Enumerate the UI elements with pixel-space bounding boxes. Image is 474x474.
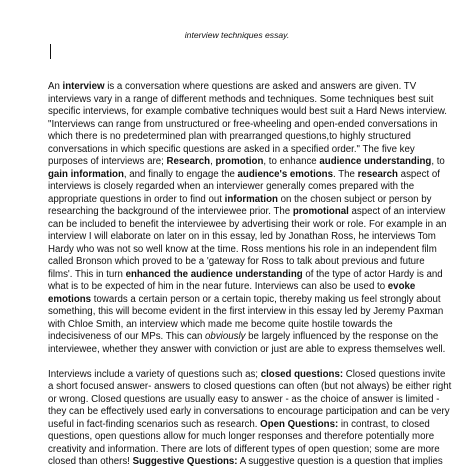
text-run: of the type of actor Hardy is and xyxy=(302,268,443,280)
text-run: , to xyxy=(431,156,445,167)
text-run: interviews is closely regarded when an interviewer generally comes prepared with the xyxy=(48,181,415,192)
text-run: aspect of xyxy=(397,168,440,180)
text-run: interview I will elaborate on later on in this essay, led by Jonathan Ross, he interviews Tom xyxy=(48,231,436,242)
text-line xyxy=(48,169,464,182)
text-line xyxy=(48,219,464,232)
text-run: closed than others! xyxy=(48,456,133,467)
text-run: useful in fact-finding scenarios such as research. xyxy=(48,418,261,430)
text-run: which there is no predetermined plan with prearranged questions,to highly structured xyxy=(48,131,411,142)
bold-text: information xyxy=(224,193,278,205)
document-body xyxy=(48,81,464,469)
text-line xyxy=(48,256,464,269)
text-run: conversations in which specific questions are asked in a specified order." The five key xyxy=(48,143,415,155)
text-run: on the chosen subject or person by xyxy=(277,193,432,205)
text-line xyxy=(48,106,464,119)
text-line xyxy=(48,319,464,332)
text-line xyxy=(48,369,464,382)
text-run: they can be effectively used early in conversations to encourage participation and can be very xyxy=(48,406,450,417)
text-line xyxy=(48,306,464,319)
text-run: something, this will become evident in the first interview in this essay led by Jeremy Paxman xyxy=(48,306,444,317)
text-run: , xyxy=(210,156,216,167)
text-run: creativity and information. There are lots of different types of open question; some are more xyxy=(48,443,440,455)
bold-text: evoke xyxy=(387,281,416,292)
text-run: films'. This in turn xyxy=(48,268,126,280)
text-line xyxy=(48,244,464,257)
bold-text: closed questions: xyxy=(260,368,344,380)
text-run: or wrong. Closed questions are usually easy to answer - as the choice of answer is limited - xyxy=(48,393,440,405)
text-run: A suggestive question is a question that implies xyxy=(237,456,443,467)
text-line xyxy=(48,281,464,294)
text-line xyxy=(48,144,464,157)
text-run: , and finally to engage the xyxy=(123,168,238,180)
text-run: . The xyxy=(332,168,358,180)
text-line xyxy=(48,381,464,394)
text-run: called Bronson which proved to be a 'gateway for Ross to talk about previous and future xyxy=(48,256,425,267)
text-run: "Interviews can range from unstructured or free-wheeling and open-ended conversations in xyxy=(48,118,438,130)
text-run: interviewee, whether they answer with conviction or just are able to express themselves well. xyxy=(48,343,446,355)
text-run: be largely influenced by the response on the xyxy=(245,331,439,342)
text-line xyxy=(48,119,464,132)
text-line xyxy=(48,94,464,107)
bold-text: research xyxy=(357,168,398,180)
text-run: is a conversation where questions are asked and answers are given. TV xyxy=(104,81,417,92)
bold-text: audience understanding xyxy=(319,156,432,167)
bold-text: promotional xyxy=(292,206,349,217)
text-run: questions, open questions allow for much longer responses and therefore potentially more xyxy=(48,431,435,442)
text-run: aspect of an interview xyxy=(348,206,446,217)
text-run: researching the background of the interviewee prior. The xyxy=(48,206,293,217)
text-cursor xyxy=(50,44,51,59)
text-line xyxy=(48,206,464,219)
text-line xyxy=(48,294,464,307)
paragraph xyxy=(48,369,464,469)
text-run: specific interviews, for example combative techniques would best suit a Hard News interview. xyxy=(48,106,447,117)
text-line xyxy=(48,456,464,469)
text-line xyxy=(48,444,464,457)
bold-text: Research xyxy=(166,156,211,167)
paragraph xyxy=(48,81,464,356)
text-run: indecisiveness of our MPs. This can xyxy=(48,331,206,342)
text-run: purposes of interviews are; xyxy=(48,156,167,167)
text-line xyxy=(48,131,464,144)
text-run: appropriate questions in order to find out xyxy=(48,193,225,205)
bold-text: emotions xyxy=(48,293,92,305)
text-line xyxy=(48,194,464,207)
text-line xyxy=(48,156,464,169)
text-line xyxy=(48,231,464,244)
paragraph-gap xyxy=(48,356,464,369)
text-line xyxy=(48,431,464,444)
bold-text: Open Questions: xyxy=(260,418,339,430)
text-run: Hardy who was not so well know at the time. Ross mentions his role in an independent film xyxy=(48,243,437,255)
text-run: with Chloe Smith, an interview which made me become quite hostile towards the xyxy=(48,318,393,330)
text-line xyxy=(48,181,464,194)
bold-text: audience's emotions xyxy=(237,168,333,180)
text-run: interviews vary in a range of different methods and techniques. Some techniques best suit xyxy=(48,93,434,105)
text-line xyxy=(48,406,464,419)
text-line xyxy=(48,81,464,94)
bold-text: gain information xyxy=(48,168,124,180)
bold-text: enhanced the audience understanding xyxy=(125,268,303,280)
text-run: a short focused answer- answers to closed questions can often (but not always) be either right xyxy=(48,381,452,392)
italic-text: obviously xyxy=(205,331,246,342)
text-line xyxy=(48,331,464,344)
text-line xyxy=(48,394,464,407)
text-run: Closed questions invite xyxy=(343,368,446,380)
document-title: interview techniques essay. xyxy=(184,30,290,40)
bold-text: interview xyxy=(62,81,105,92)
text-run: towards a certain person or a certain topic, thereby making us feel strongly about xyxy=(91,293,441,305)
text-run: , to enhance xyxy=(263,156,320,167)
text-line xyxy=(48,344,464,357)
text-line xyxy=(48,269,464,282)
text-line xyxy=(48,419,464,432)
text-run: An xyxy=(48,81,63,92)
text-run: in contrast, to closed xyxy=(338,418,430,430)
text-run: Interviews include a variety of questions such as; xyxy=(48,368,261,380)
text-run: can be included to benefit the interviewee by advertising their work or role. For example in an xyxy=(48,218,447,230)
text-run: what is to be expected of him in the near future. Interviews can also be used to xyxy=(48,281,388,292)
bold-text: Suggestive Questions: xyxy=(132,456,238,467)
bold-text: promotion xyxy=(215,156,264,167)
